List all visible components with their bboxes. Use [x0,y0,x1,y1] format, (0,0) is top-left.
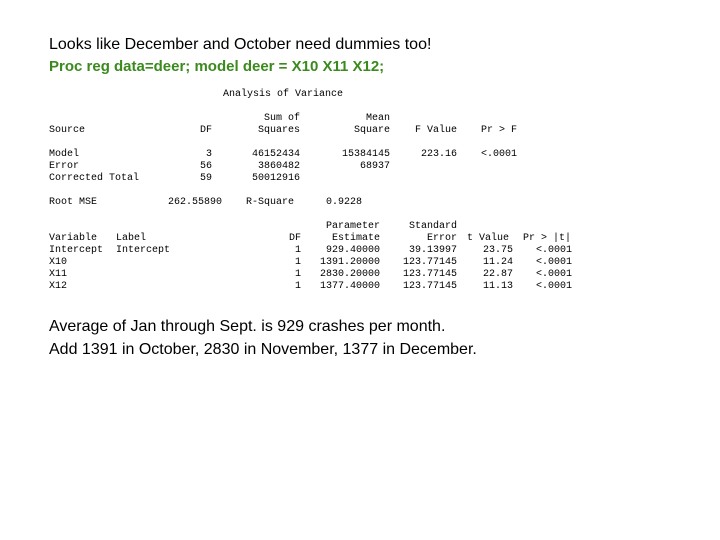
est-row-tvalue: 11.13 [482,281,513,292]
est-row-df: 1 [294,257,301,268]
est-header-prt: Pr > |t| [523,233,572,244]
est-row-prt: <.0001 [535,257,572,268]
est-row-prt: <.0001 [535,269,572,280]
est-row-prt: <.0001 [535,245,572,256]
est-row-stderr: 39.13997 [408,245,457,256]
anova-row-ss: 46152434 [251,149,300,160]
anova-header-ss-2: Squares [257,125,300,136]
anova-row-source: Error [49,161,80,172]
root-mse-value: 262.55890 [167,197,222,208]
est-row-estimate: 1391.20000 [319,257,380,268]
est-header-df: DF [288,233,301,244]
est-row-tvalue: 11.24 [482,257,513,268]
anova-row-ss: 50012916 [251,173,300,184]
est-header-stderr-1: Standard [408,221,457,232]
est-row-label: Intercept [116,245,171,256]
est-row-estimate: 1377.40000 [319,281,380,292]
heading-line-1: Looks like December and October need dummies too! [49,36,432,53]
est-header-stderr-2: Error [426,233,457,244]
anova-header-df: DF [199,125,212,136]
anova-header-fvalue: F Value [414,125,457,136]
est-row-estimate: 929.40000 [325,245,380,256]
est-row-variable: X10 [49,257,68,268]
est-row-stderr: 123.77145 [402,257,457,268]
anova-header-prf: Pr > F [481,125,518,136]
anova-header-ms-2: Square [353,125,390,136]
est-header-estimate-2: Estimate [331,233,380,244]
est-row-estimate: 2830.20000 [319,269,380,280]
footer-line-2: Add 1391 in October, 2830 in November, 1377 in December. [49,341,477,358]
est-row-tvalue: 23.75 [482,245,513,256]
est-row-stderr: 123.77145 [402,269,457,280]
rsquare-value: 0.9228 [326,197,363,208]
root-mse-label: Root MSE [49,197,98,208]
heading-code-line: Proc reg data=deer; model deer = X10 X11 X12; [49,58,385,75]
est-row-tvalue: 22.87 [482,269,513,280]
anova-row-source: Corrected Total [49,173,140,184]
est-row-df: 1 [294,269,301,280]
est-row-stderr: 123.77145 [402,281,457,292]
est-row-df: 1 [294,281,301,292]
anova-row-ms: 15384145 [341,149,390,160]
anova-header-source: Source [49,125,86,136]
footer-line-1: Average of Jan through Sept. is 929 crashes per month. [49,318,446,335]
anova-header-ms-1: Mean [365,113,390,124]
est-header-tvalue: t Value [467,233,510,244]
anova-row-df: 56 [199,161,212,172]
anova-title: Analysis of Variance [223,89,344,100]
anova-row-ms: 68937 [359,161,390,172]
est-row-variable: X12 [49,281,68,292]
anova-row-fvalue: 223.16 [420,149,457,160]
est-row-prt: <.0001 [535,281,572,292]
anova-row-ss: 3860482 [257,161,300,172]
rsquare-label: R-Square [246,197,295,208]
est-row-variable: X11 [49,269,68,280]
est-row-df: 1 [294,245,301,256]
est-row-variable: Intercept [49,245,104,256]
est-header-estimate-1: Parameter [325,221,380,232]
anova-header-ss-1: Sum of [263,113,300,124]
anova-row-df: 3 [205,149,212,160]
anova-row-prf: <.0001 [481,149,518,160]
est-header-variable: Variable [49,233,98,244]
anova-row-df: 59 [199,173,212,184]
anova-row-source: Model [49,149,80,160]
est-header-label: Label [116,233,147,244]
